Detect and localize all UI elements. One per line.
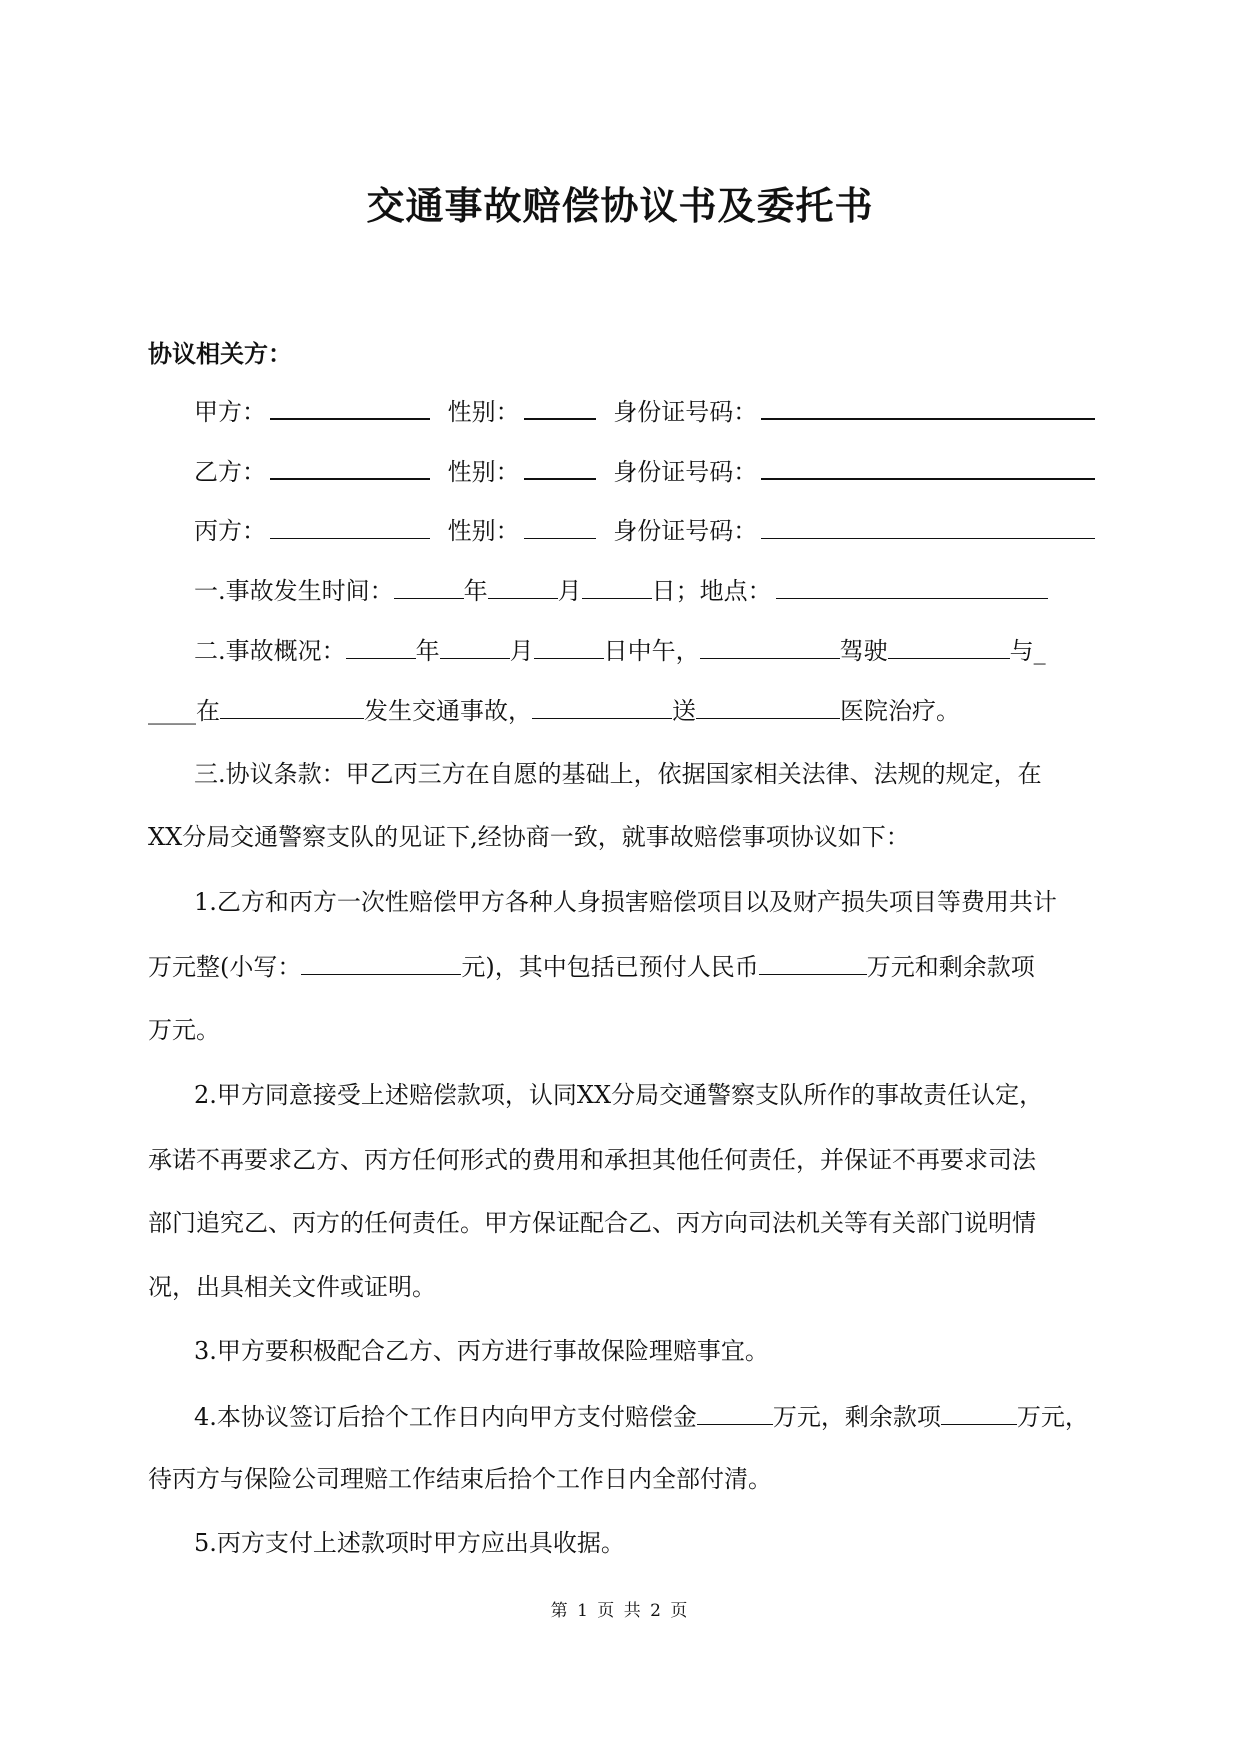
party-row-a: [148, 392, 1144, 429]
clause-4-line-1: [148, 1398, 1144, 1434]
hospital-label: 医院治疗。: [840, 697, 960, 725]
summary-noon-label: 日中午，: [603, 637, 700, 665]
party-a-gender-label: 性别：: [447, 398, 520, 426]
clause-4-line-2: 待丙方与保险公司理赔工作结束后拾个工作日内全部付清。: [148, 1465, 772, 1493]
place-blank: [220, 692, 364, 719]
year-blank: [394, 572, 464, 599]
send-label: 送: [672, 697, 696, 725]
party-b-id-blank: [761, 452, 1095, 480]
party-row-c: [148, 512, 1144, 548]
summary-year-label: 年: [415, 637, 440, 665]
party-b-gender-blank: [524, 452, 596, 480]
party-a-gender-blank: [524, 392, 596, 420]
clause-1-line-2: [148, 948, 1098, 984]
day-location-label: 日；地点：: [651, 577, 772, 605]
hospital-blank: [696, 692, 840, 719]
clause-1-amount-label: 万元整(小写：: [148, 953, 302, 981]
summary-month-blank: [440, 632, 510, 659]
party-b-id-label: 身份证号码：: [613, 458, 758, 486]
clause-4-remaining-label: 万元，剩余款项: [772, 1403, 941, 1431]
party-b-label: 乙方：: [194, 458, 266, 486]
party-b-gender-label: 性别：: [447, 458, 520, 486]
accident-summary-row-2: [148, 692, 1098, 728]
party-b-name-blank: [270, 452, 430, 480]
summary-line2-start: ____在: [148, 697, 220, 725]
party-c-id-label: 身份证号码：: [613, 517, 758, 545]
clause-3: 3.甲方要积极配合乙方、丙方进行事故保险理赔事宜。: [194, 1337, 769, 1365]
document-title: 交通事故赔偿协议书及委托书: [366, 183, 874, 228]
accident-time-label: 一.事故发生时间：: [194, 577, 394, 605]
clause-1-remaining-label: 万元和剩余款项: [866, 953, 1035, 981]
summary-month-label: 月: [509, 637, 534, 665]
day-blank: [582, 572, 652, 599]
accident-summary-row-1: [148, 632, 1144, 668]
party-a-id-blank: [761, 392, 1095, 420]
vehicle-blank: [888, 632, 1010, 659]
clause-1-amount-blank: [301, 948, 461, 975]
with-label: 与_: [1009, 637, 1046, 665]
clause-2-line-1: 2.甲方同意接受上述赔偿款项，认同XX分局交通警察支队所作的事故责任认定，: [194, 1081, 1044, 1109]
year-label: 年: [463, 577, 488, 605]
clause-1-line-3: 万元。: [148, 1016, 220, 1044]
clause-intro-line-1: 三.协议条款：甲乙丙三方在自愿的基础上，依据国家相关法律、法规的规定，在: [194, 760, 1042, 788]
accident-time-row: [148, 572, 1144, 608]
party-c-id-blank: [761, 512, 1095, 539]
party-row-b: [148, 452, 1144, 489]
party-a-label: 甲方：: [194, 398, 266, 426]
driver-blank: [700, 632, 840, 659]
parties-heading: 协议相关方：: [148, 339, 292, 368]
clause-5: 5.丙方支付上述款项时甲方应出具收据。: [194, 1529, 625, 1557]
month-label: 月: [557, 577, 582, 605]
person-blank: [532, 692, 672, 719]
party-a-id-label: 身份证号码：: [613, 398, 758, 426]
party-c-name-blank: [270, 512, 430, 539]
clause-4-unit-label: 万元，: [1016, 1403, 1089, 1431]
clause-1-prepaid-blank: [759, 948, 867, 975]
clause-2-line-2: 承诺不再要求乙方、丙方任何形式的费用和承担其他任何责任，并保证不再要求司法: [148, 1146, 1036, 1174]
accident-label: 发生交通事故，: [364, 697, 532, 725]
location-blank: [776, 572, 1048, 599]
summary-day-blank: [534, 632, 604, 659]
clause-intro-line-2: XX分局交通警察支队的见证下,经协商一致，就事故赔偿事项协议如下：: [148, 823, 910, 851]
summary-year-blank: [346, 632, 416, 659]
clause-1-line-1: 1.乙方和丙方一次性赔偿甲方各种人身损害赔偿项目以及财产损失项目等费用共计: [194, 888, 1057, 916]
clause-4-pay-label: 4.本协议签订后拾个工作日内向甲方支付赔偿金: [194, 1403, 697, 1431]
party-c-gender-blank: [524, 512, 596, 539]
summary-label: 二.事故概况：: [194, 637, 346, 665]
clause-2-line-3: 部门追究乙、丙方的任何责任。甲方保证配合乙、丙方向司法机关等有关部门说明情: [148, 1209, 1036, 1237]
page-footer: 第 1 页 共 2 页: [550, 1601, 690, 1621]
party-c-label: 丙方：: [194, 517, 266, 545]
clause-4-remaining-blank: [941, 1398, 1017, 1425]
clause-4-pay-blank: [697, 1398, 773, 1425]
clause-2-line-4: 况，出具相关文件或证明。: [148, 1273, 436, 1301]
party-a-name-blank: [270, 392, 430, 420]
month-blank: [488, 572, 558, 599]
clause-1-prepaid-label: 元)，其中包括已预付人民币: [461, 953, 759, 981]
party-c-gender-label: 性别：: [447, 517, 520, 545]
drive-label: 驾驶: [839, 637, 888, 665]
